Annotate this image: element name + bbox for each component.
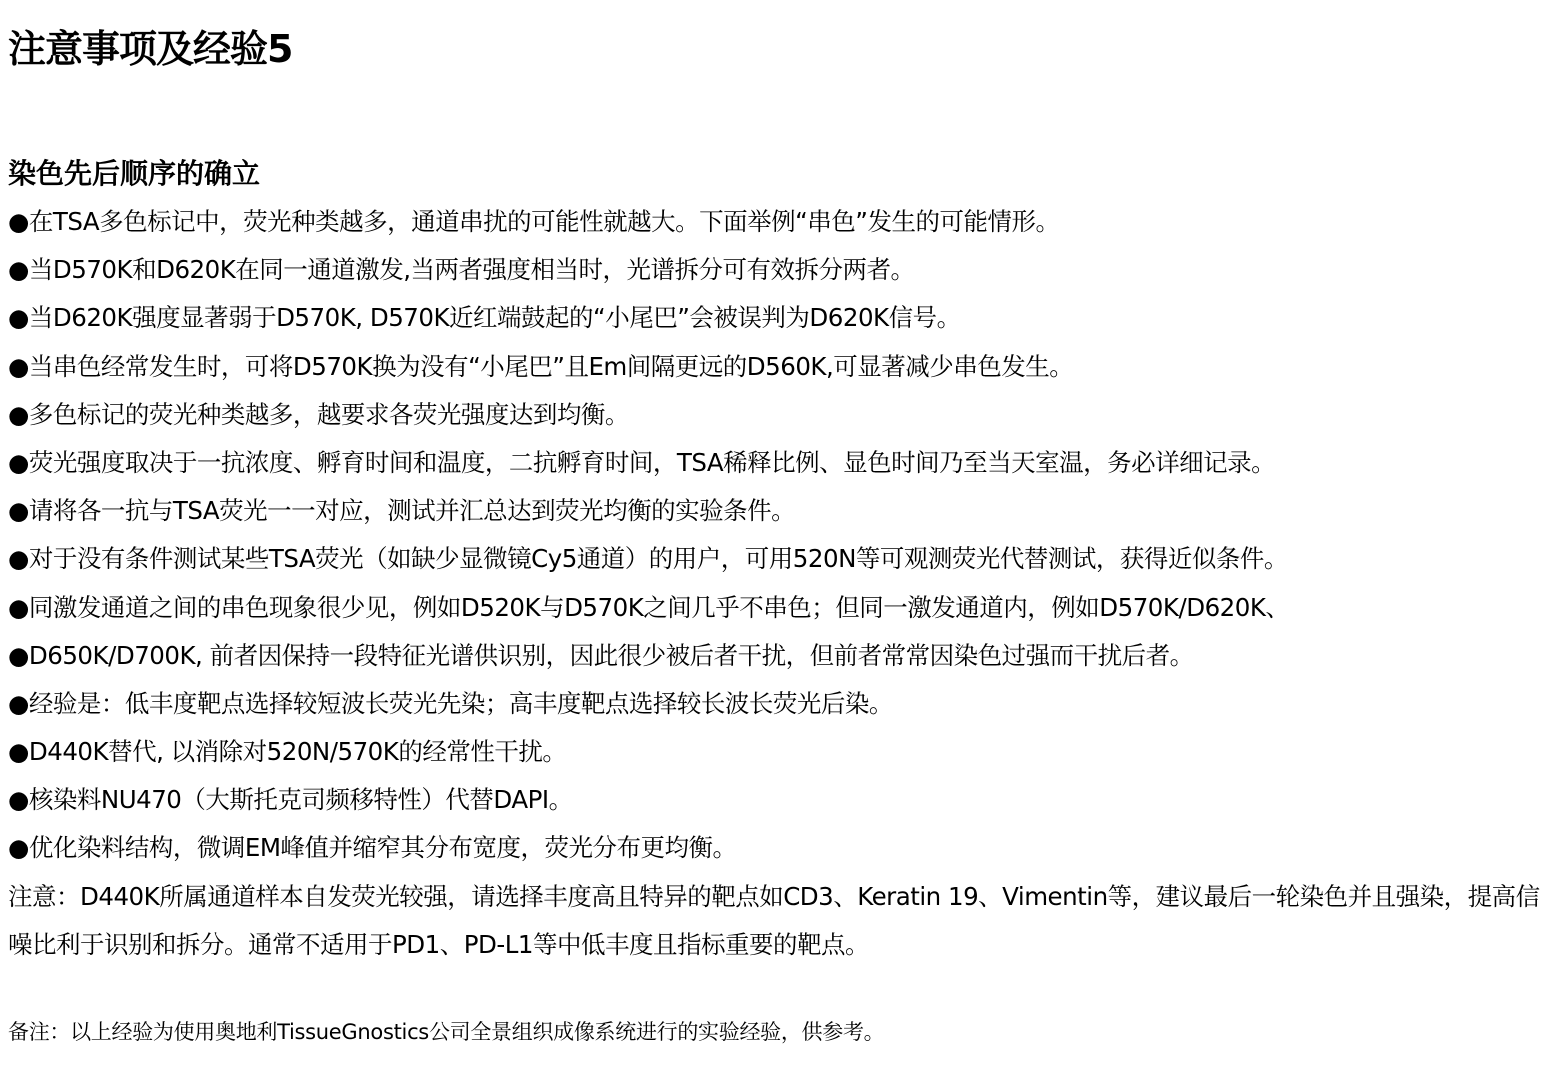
- page-title: 注意事项及经验5: [8, 27, 293, 71]
- bullet-item: ●同激发通道之间的串色现象很少见，例如D520K与D570K之间几乎不串色；但同一激发通道内，例如D570K/D620K、: [8, 592, 1290, 622]
- bullet-item: ●当D570K和D620K在同一通道激发,当两者强度相当时，光谱拆分可有效拆分两者。: [8, 255, 915, 285]
- bullet-item: ●D650K/D700K, 前者因保持一段特征光谱供识别，因此很少被后者干扰，但前者常常因染色过强而干扰后者。: [8, 640, 1194, 670]
- note-item: [8, 873, 1544, 969]
- bullet-item: ●优化染料结构，微调EM峰值并缩窄其分布宽度，荧光分布更均衡。: [8, 833, 737, 863]
- bullet-list: [8, 198, 1544, 969]
- section-heading: 染色先后顺序的确立: [8, 157, 261, 190]
- bullet-item: ●核染料NU470（大斯托克司频移特性）代替DAPI。: [8, 785, 573, 815]
- bullet-item: ●经验是：低丰度靶点选择较短波长荧光先染；高丰度靶点选择较长波长荧光后染。: [8, 688, 893, 718]
- note-paragraph: 注意：D440K所属通道样本自发荧光较强，请选择丰度高且特异的靶点如CD3、Keratin 19、Vimentin等，建议最后一轮染色并且强染，提高信噪比利于识别和拆分。通常不适用于PD1、PD-L1等中低丰度且指标重要的靶点。: [8, 881, 1540, 959]
- bullet-item: ●荧光强度取决于一抗浓度、孵育时间和温度，二抗孵育时间，TSA稀释比例、显色时间乃至当天室温，务必详细记录。: [8, 447, 1276, 477]
- bullet-item: ●当串色经常发生时，可将D570K换为没有“小尾巴”且Em间隔更远的D560K,可显著减少串色发生。: [8, 351, 1074, 381]
- bullet-item: ●D440K替代, 以消除对520N/570K的经常性干扰。: [8, 737, 567, 767]
- bullet-item: ●在TSA多色标记中，荧光种类越多，通道串扰的可能性就越大。下面举例“串色”发生的可能情形。: [8, 207, 1060, 236]
- bullet-item: ●对于没有条件测试某些TSA荧光（如缺少显微镜Cy5通道）的用户，可用520N等可观测荧光代替测试，获得近似条件。: [8, 544, 1288, 574]
- remark-footnote: 备注：以上经验为使用奥地利TissueGnostics公司全景组织成像系统进行的实验经验，供参考。: [8, 1020, 885, 1044]
- bullet-item: ●请将各一抗与TSA荧光一一对应，测试并汇总达到荧光均衡的实验条件。: [8, 496, 796, 526]
- bullet-item: ●多色标记的荧光种类越多，越要求各荧光强度达到均衡。: [8, 399, 629, 429]
- bullet-item: ●当D620K强度显著弱于D570K, D570K近红端鼓起的“小尾巴”会被误判为D620K信号。: [8, 303, 961, 333]
